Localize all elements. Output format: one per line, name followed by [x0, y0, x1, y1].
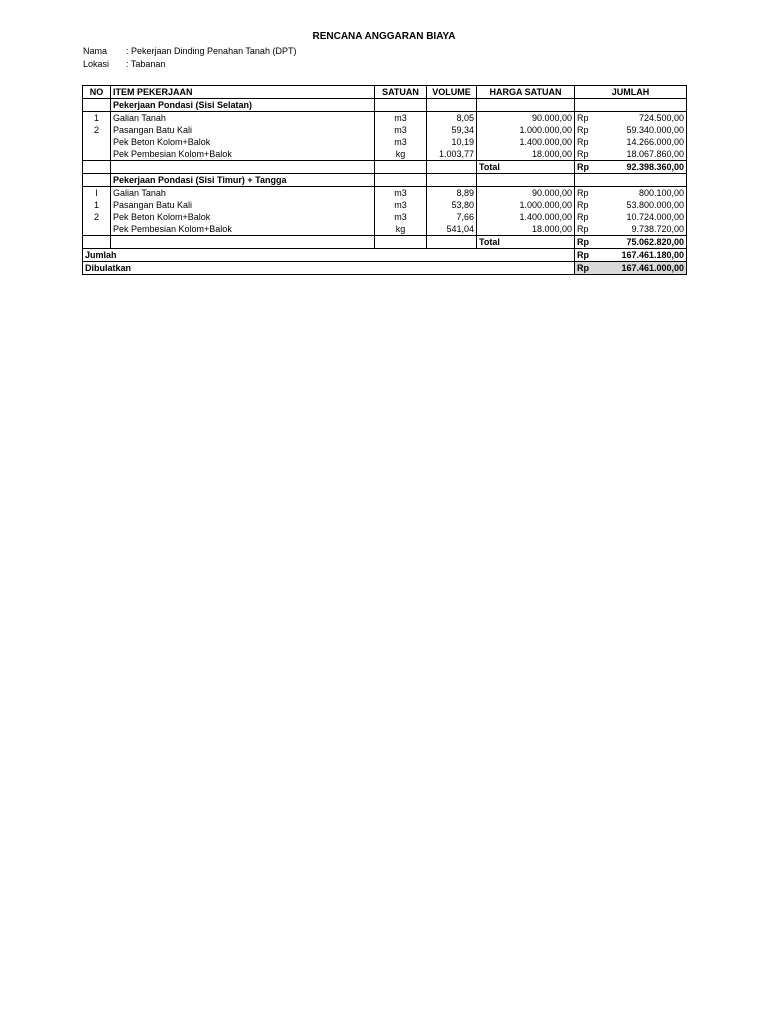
dibulatkan-rp: Rp	[575, 262, 599, 275]
dibulatkan-value: 167.461.000,00	[599, 262, 687, 275]
cell-harga: 1.000.000,00	[477, 199, 575, 211]
cell-harga: 18.000,00	[477, 148, 575, 161]
table-row	[83, 223, 687, 236]
table-header	[83, 86, 687, 99]
header-jumlah: JUMLAH	[575, 86, 687, 99]
cell-satuan: m3	[375, 124, 427, 136]
header-volume: VOLUME	[427, 86, 477, 99]
section-title: Pekerjaan Pondasi (Sisi Timur) + Tangga	[111, 174, 375, 187]
cell-item: Galian Tanah	[111, 112, 375, 125]
budget-table	[82, 85, 687, 275]
cell-harga: 1.400.000,00	[477, 136, 575, 148]
cell-item: Pek Pembesian Kolom+Balok	[111, 223, 375, 236]
cell-rp: Rp	[575, 223, 599, 236]
nama-value: : Pekerjaan Dinding Penahan Tanah (DPT)	[126, 46, 297, 56]
cell-rp: Rp	[575, 112, 599, 125]
cell-satuan: m3	[375, 199, 427, 211]
total-label: Total	[477, 161, 575, 174]
cell-volume: 541,04	[427, 223, 477, 236]
cell-item: Pasangan Batu Kali	[111, 199, 375, 211]
cell-no: 2	[83, 124, 111, 136]
total-row	[83, 236, 687, 249]
cell-item: Galian Tanah	[111, 187, 375, 200]
table-row	[83, 211, 687, 223]
cell-no	[83, 148, 111, 161]
cell-jumlah: 53.800.000,00	[599, 199, 687, 211]
cell-item: Pasangan Batu Kali	[111, 124, 375, 136]
cell-jumlah: 14.266.000,00	[599, 136, 687, 148]
table-row	[83, 124, 687, 136]
cell-harga: 1.000.000,00	[477, 124, 575, 136]
cell-rp: Rp	[575, 148, 599, 161]
cell-harga: 1.400.000,00	[477, 211, 575, 223]
table-row	[83, 187, 687, 200]
section-title-row	[83, 99, 687, 112]
table-row	[83, 148, 687, 161]
cell-rp: Rp	[575, 199, 599, 211]
cell-volume: 8,05	[427, 112, 477, 125]
cell-jumlah: 10.724.000,00	[599, 211, 687, 223]
cell-satuan: m3	[375, 136, 427, 148]
cell-satuan: kg	[375, 148, 427, 161]
table-row	[83, 136, 687, 148]
section-title: Pekerjaan Pondasi (Sisi Selatan)	[111, 99, 375, 112]
cell-harga: 90.000,00	[477, 112, 575, 125]
cell-jumlah: 18.067.860,00	[599, 148, 687, 161]
cell-satuan: m3	[375, 112, 427, 125]
cell-no: 2	[83, 211, 111, 223]
cell-jumlah: 724.500,00	[599, 112, 687, 125]
header-satuan: SATUAN	[375, 86, 427, 99]
jumlah-label: Jumlah	[83, 249, 575, 262]
info-lokasi	[83, 59, 165, 69]
cell-harga: 90.000,00	[477, 187, 575, 200]
cell-no	[83, 136, 111, 148]
total-value: 75.062.820,00	[599, 236, 687, 249]
cell-jumlah: 59.340.000,00	[599, 124, 687, 136]
table-row	[83, 199, 687, 211]
cell-no: 1	[83, 199, 111, 211]
nama-label: Nama	[83, 46, 108, 56]
header-no: NO	[83, 86, 111, 99]
cell-volume: 10,19	[427, 136, 477, 148]
cell-volume: 53,80	[427, 199, 477, 211]
header-harga: HARGA SATUAN	[477, 86, 575, 99]
info-nama	[83, 46, 296, 56]
header-item: ITEM PEKERJAAN	[111, 86, 375, 99]
cell-rp: Rp	[575, 211, 599, 223]
cell-volume: 8,89	[427, 187, 477, 200]
total-value: 92.398.360,00	[599, 161, 687, 174]
table-row	[83, 112, 687, 125]
cell-item: Pek Beton Kolom+Balok	[111, 211, 375, 223]
lokasi-value: : Tabanan	[126, 59, 166, 69]
dibulatkan-label: Dibulatkan	[83, 262, 575, 275]
cell-harga: 18.000,00	[477, 223, 575, 236]
page-title: RENCANA ANGGARAN BIAYA	[312, 31, 456, 42]
cell-volume: 7,66	[427, 211, 477, 223]
total-rp: Rp	[575, 161, 599, 174]
total-label: Total	[477, 236, 575, 249]
grand-total-row	[83, 249, 687, 262]
total-row	[83, 161, 687, 174]
cell-item: Pek Beton Kolom+Balok	[111, 136, 375, 148]
cell-rp: Rp	[575, 124, 599, 136]
cell-jumlah: 9.738.720,00	[599, 223, 687, 236]
cell-satuan: m3	[375, 187, 427, 200]
cell-item: Pek Pembesian Kolom+Balok	[111, 148, 375, 161]
lokasi-label: Lokasi	[83, 59, 110, 69]
jumlah-value: 167.461.180,00	[599, 249, 687, 262]
cell-no	[83, 223, 111, 236]
cell-satuan: kg	[375, 223, 427, 236]
rounded-total-row	[83, 262, 687, 275]
section-title-row	[83, 174, 687, 187]
cell-rp: Rp	[575, 187, 599, 200]
jumlah-rp: Rp	[575, 249, 599, 262]
cell-volume: 1.003,77	[427, 148, 477, 161]
cell-satuan: m3	[375, 211, 427, 223]
cell-volume: 59,34	[427, 124, 477, 136]
cell-jumlah: 800.100,00	[599, 187, 687, 200]
cell-rp: Rp	[575, 136, 599, 148]
cell-no: 1	[83, 112, 111, 125]
cell-no: I	[83, 187, 111, 200]
total-rp: Rp	[575, 236, 599, 249]
